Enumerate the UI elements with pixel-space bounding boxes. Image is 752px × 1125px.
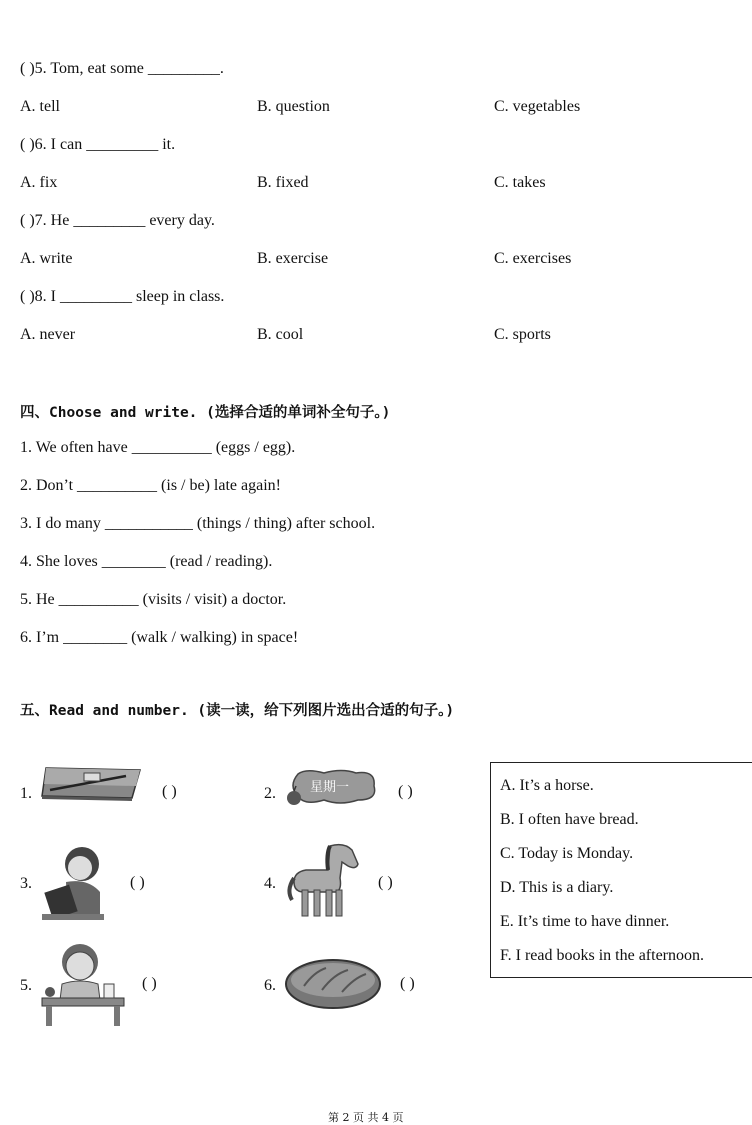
picture-2-number: 2. [264, 785, 276, 802]
picture-1-number: 1. [20, 785, 32, 802]
question-7-option-a: A. write [20, 250, 73, 267]
fill-item-3: 3. I do many ___________ (things / thing) after school. [20, 515, 376, 532]
question-5-option-c: C. vegetables [494, 98, 581, 115]
question-6-option-c: C. takes [494, 174, 546, 191]
option-b: B. I often have bread. [500, 811, 639, 828]
girl-reading-icon [38, 842, 108, 922]
option-a: A. It’s a horse. [500, 777, 594, 794]
question-5-stem: ( )5. Tom, eat some _________. [20, 60, 224, 77]
picture-4-number: 4. [264, 875, 276, 892]
picture-2-answer[interactable]: ( ) [398, 783, 413, 800]
picture-3-number: 3. [20, 875, 32, 892]
picture-6-number: 6. [264, 977, 276, 994]
fill-item-4: 4. She loves ________ (read / reading). [20, 553, 273, 570]
page-number: 第 2 页 共 4 页 [328, 1111, 404, 1124]
question-7-stem: ( )7. He _________ every day. [20, 212, 215, 229]
question-7-option-b: B. exercise [257, 250, 329, 267]
question-6-stem: ( )6. I can _________ it. [20, 136, 176, 153]
section-4-heading: 四、Choose and write. (选择合适的单词补全句子。) [20, 405, 391, 421]
boy-eating-icon [40, 940, 126, 1028]
question-5-option-b: B. question [257, 98, 330, 115]
weekday-sign-icon [284, 768, 380, 808]
picture-5-answer[interactable]: ( ) [142, 975, 157, 992]
section-5-heading: 五、Read and number. (读一读，给下列图片选出合适的句子。) [20, 703, 455, 719]
weekday-sign-text: 星期一 [310, 780, 350, 795]
picture-4-answer[interactable]: ( ) [378, 874, 393, 891]
option-c: C. Today is Monday. [500, 845, 634, 862]
fill-item-1: 1. We often have __________ (eggs / egg). [20, 439, 296, 456]
picture-6-answer[interactable]: ( ) [400, 975, 415, 992]
question-8-stem: ( )8. I _________ sleep in class. [20, 288, 225, 305]
question-6-option-a: A. fix [20, 174, 58, 191]
question-6-option-b: B. fixed [257, 174, 309, 191]
picture-3-answer[interactable]: ( ) [130, 874, 145, 891]
fill-item-2: 2. Don’t __________ (is / be) late again! [20, 477, 281, 494]
options-box [490, 762, 752, 978]
bread-icon [284, 956, 382, 1012]
fill-item-5: 5. He __________ (visits / visit) a doctor. [20, 591, 287, 608]
option-f: F. I read books in the afternoon. [500, 947, 704, 964]
picture-5-number: 5. [20, 977, 32, 994]
fill-item-6: 6. I’m ________ (walk / walking) in space! [20, 629, 299, 646]
question-8-option-c: C. sports [494, 326, 551, 343]
question-8-option-b: B. cool [257, 326, 304, 343]
question-7-option-c: C. exercises [494, 250, 572, 267]
notebook-icon [40, 764, 144, 804]
horse-icon [286, 840, 362, 922]
picture-1-answer[interactable]: ( ) [162, 783, 177, 800]
option-e: E. It’s time to have dinner. [500, 913, 670, 930]
option-d: D. This is a diary. [500, 879, 614, 896]
question-5-option-a: A. tell [20, 98, 60, 115]
question-8-option-a: A. never [20, 326, 76, 343]
